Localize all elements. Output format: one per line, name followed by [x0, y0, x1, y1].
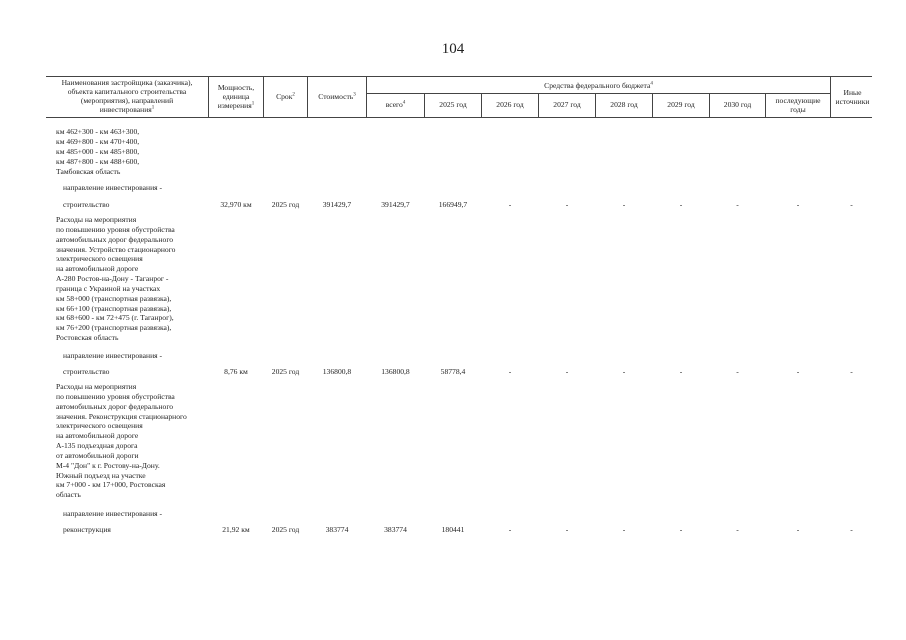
row-2029: -	[679, 367, 683, 376]
header-year-2029: 2029 год	[667, 100, 695, 109]
direction-label: направление инвестирования -	[63, 351, 163, 360]
row-2028: -	[622, 367, 626, 376]
object-description: Расходы на мероприятия по повышению уровня обустройства автомобильных дорог федерального значения. Устройство стационарного электрического освещения на автомобильной дороге А-280 Ростов-на-Дону - Таганрог - граница с Украиной на участках км 58+000 (транспортная развязка), км 66+100 (транспортная развязка), км 68+600 - км 72+475 (г. Таганрог), км 76+200 (транспортная развязка), Ростовская область	[56, 215, 176, 343]
object-description: км 462+300 - км 463+300, км 469+800 - км 470+400, км 485+000 - км 485+800, км 487+800 - км 488+600, Тамбовская область	[56, 127, 140, 176]
row-2030: -	[736, 367, 739, 376]
header-name-column: Наименования застройщика (заказчика), объекта капитального строительства (мероприятия), направлений инвестирования$^1$	[61, 78, 193, 114]
row-capacity: 32,970 км	[220, 200, 252, 209]
row-2028: -	[622, 525, 626, 534]
row-name: строительство	[63, 367, 110, 376]
row-later: -	[796, 525, 800, 534]
row-2030: -	[736, 525, 739, 534]
row-2027: -	[565, 525, 569, 534]
row-later: -	[796, 367, 800, 376]
header-total-column: всего$^4$	[385, 100, 406, 109]
row-2027: -	[565, 200, 569, 209]
row-cost: 136800,8	[322, 367, 352, 376]
row-2029: -	[679, 200, 683, 209]
row-total: 136800,8	[381, 367, 410, 376]
row-cost: 391429,7	[322, 200, 352, 209]
row-cost: 383774	[325, 525, 349, 534]
row-2027: -	[565, 367, 569, 376]
page-number: 104	[441, 41, 465, 57]
object-description: Расходы на мероприятия по повышению уровня обустройства автомобильных дорог федерального значения. Реконструкция стационарного электрического освещения на автомобильной дороге А-135 подъездная дорога от автомобильной дороги М-4 "Дон" к г. Ростову-на-Дону. Южный подъезд на участке км 7+000 - км 17+000, Ростовская область	[56, 382, 187, 500]
row-2026: -	[508, 200, 512, 209]
row-other: -	[850, 367, 853, 376]
row-name: реконструкция	[63, 525, 111, 534]
row-name: строительство	[63, 200, 110, 209]
row-capacity: 8,76 км	[224, 367, 248, 376]
header-other-sources: Иные источники	[835, 88, 870, 106]
header-federal-budget: Средства федерального бюджета$^4$	[544, 81, 653, 90]
row-2025: 180441	[441, 525, 465, 534]
row-other: -	[850, 200, 853, 209]
row-term: 2025 год	[271, 367, 300, 376]
row-total: 383774	[384, 525, 407, 534]
table-top-border	[46, 76, 872, 77]
direction-label: направление инвестирования -	[63, 509, 163, 518]
header-year-2027: 2027 год	[553, 100, 581, 109]
row-term: 2025 год	[271, 525, 300, 534]
row-2026: -	[508, 525, 512, 534]
header-year-2028: 2028 год	[610, 100, 638, 109]
federal-subheader-divider	[366, 93, 830, 94]
header-cost-column: Стоимость$^3$	[318, 92, 356, 101]
row-other: -	[850, 525, 853, 534]
header-capacity-column: Мощность, единица измерения$^1$	[217, 83, 255, 110]
row-later: -	[796, 200, 800, 209]
row-2030: -	[736, 200, 739, 209]
row-term: 2025 год	[271, 200, 300, 209]
header-year-2030: 2030 год	[723, 100, 752, 109]
header-later-years: последующие годы	[775, 96, 821, 114]
header-term-column: Срок$^2$	[276, 92, 295, 101]
row-2029: -	[679, 525, 683, 534]
row-2028: -	[622, 200, 626, 209]
row-capacity: 21,92 км	[222, 525, 250, 534]
row-2026: -	[508, 367, 512, 376]
direction-label: направление инвестирования -	[63, 183, 163, 192]
table-header-bottom-border	[46, 117, 872, 118]
row-2025: 58778,4	[440, 367, 466, 376]
header-year-2025: 2025 год	[439, 100, 467, 109]
row-2025: 166949,7	[438, 200, 468, 209]
header-year-2026: 2026 год	[496, 100, 524, 109]
row-total: 391429,7	[381, 200, 410, 209]
